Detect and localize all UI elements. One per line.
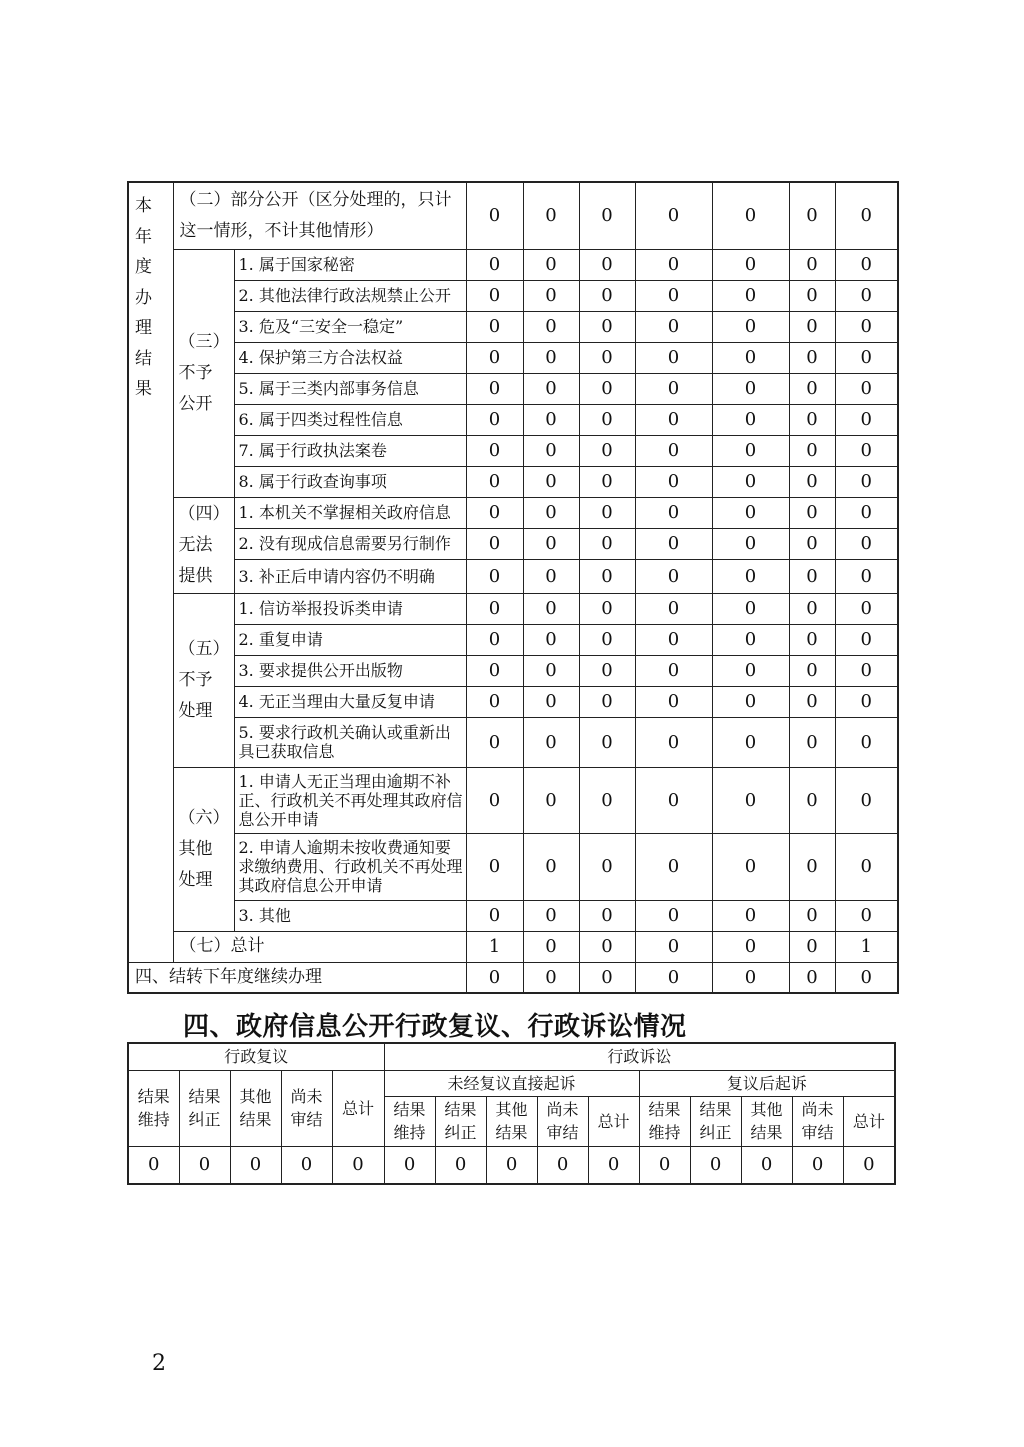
item-label: 2. 申请人逾期未按收费通知要求缴纳费用、行政机关不再处理其政府信息公开申请 — [234, 833, 466, 900]
item-label: 2. 没有现成信息需要另行制作 — [234, 528, 466, 559]
after-review-col-label: 结果 纠正 — [690, 1096, 741, 1146]
value-cell: 0 — [466, 528, 523, 559]
value-cell: 0 — [635, 655, 712, 686]
value-cell: 0 — [789, 435, 835, 466]
value-cell: 0 — [789, 717, 835, 767]
value-cell: 0 — [789, 767, 835, 833]
value-cell: 0 — [466, 404, 523, 435]
value-cell: 0 — [789, 497, 835, 528]
value-cell: 0 — [523, 249, 579, 280]
value-cell: 0 — [579, 182, 635, 249]
direct-suit-col-label: 结果 纠正 — [435, 1096, 486, 1146]
value-cell: 0 — [712, 249, 789, 280]
value-cell: 0 — [466, 497, 523, 528]
value-cell: 0 — [579, 404, 635, 435]
direct-suit-col-label: 其他 结果 — [486, 1096, 537, 1146]
value-cell: 0 — [835, 435, 898, 466]
value-cell: 0 — [712, 931, 789, 962]
value-cell: 0 — [579, 373, 635, 404]
value-cell: 0 — [712, 717, 789, 767]
value-cell: 0 — [712, 962, 789, 993]
value-cell: 0 — [579, 497, 635, 528]
item-label: 4. 无正当理由大量反复申请 — [234, 686, 466, 717]
category-label: （三） 不予 公开 — [173, 249, 234, 497]
value-cell: 0 — [466, 624, 523, 655]
value-cell: 0 — [635, 833, 712, 900]
value-cell: 0 — [712, 404, 789, 435]
value-cell: 0 — [466, 249, 523, 280]
value-cell: 0 — [523, 767, 579, 833]
value-cell: 0 — [712, 497, 789, 528]
value-cell: 0 — [835, 717, 898, 767]
partial-open-label-b: （区分处理的，只计这一情形，不计其他情形） — [179, 189, 452, 241]
value-cell: 0 — [712, 593, 789, 624]
value-cell: 0 — [281, 1146, 332, 1184]
partial-open-label-a: （二）部分公开 — [179, 189, 299, 210]
value-cell: 0 — [835, 593, 898, 624]
category-label: （五） 不予 处理 — [173, 593, 234, 767]
item-label: 1. 属于国家秘密 — [234, 249, 466, 280]
value-cell: 0 — [712, 373, 789, 404]
value-cell: 0 — [639, 1146, 690, 1184]
item-label: 5. 属于三类内部事务信息 — [234, 373, 466, 404]
after-review-header: 复议后起诉 — [639, 1070, 895, 1096]
value-cell: 0 — [835, 404, 898, 435]
item-label: 3. 要求提供公开出版物 — [234, 655, 466, 686]
value-cell: 0 — [466, 686, 523, 717]
value-cell: 1 — [835, 931, 898, 962]
value-cell: 0 — [712, 900, 789, 931]
direct-suit-header: 未经复议直接起诉 — [384, 1070, 639, 1096]
value-cell: 0 — [579, 717, 635, 767]
value-cell: 0 — [741, 1146, 792, 1184]
value-cell: 0 — [579, 280, 635, 311]
review-col-label: 尚未 审结 — [281, 1070, 332, 1146]
litigation-header: 行政诉讼 — [384, 1043, 895, 1070]
value-cell: 0 — [789, 931, 835, 962]
total-label: （七）总计 — [173, 931, 466, 962]
value-cell: 0 — [835, 767, 898, 833]
after-review-col-label: 结果 维持 — [639, 1096, 690, 1146]
value-cell: 0 — [579, 833, 635, 900]
value-cell: 0 — [523, 342, 579, 373]
value-cell: 0 — [835, 342, 898, 373]
value-cell: 0 — [579, 900, 635, 931]
value-cell: 0 — [789, 593, 835, 624]
value-cell: 0 — [712, 311, 789, 342]
value-cell: 0 — [835, 559, 898, 593]
value-cell: 0 — [712, 435, 789, 466]
value-cell: 0 — [466, 962, 523, 993]
value-cell: 0 — [635, 182, 712, 249]
value-cell: 0 — [789, 528, 835, 559]
value-cell: 0 — [466, 593, 523, 624]
value-cell: 0 — [635, 404, 712, 435]
value-cell: 0 — [789, 686, 835, 717]
value-cell: 0 — [179, 1146, 230, 1184]
page-number: 2 — [152, 1351, 166, 1376]
value-cell: 0 — [635, 528, 712, 559]
value-cell: 0 — [486, 1146, 537, 1184]
item-label: 1. 信访举报投诉类申请 — [234, 593, 466, 624]
outer-category-label: 本 年 度 办 理 结 果 — [128, 182, 173, 962]
value-cell: 0 — [789, 249, 835, 280]
value-cell: 0 — [579, 593, 635, 624]
value-cell: 0 — [792, 1146, 843, 1184]
value-cell: 0 — [635, 624, 712, 655]
item-label: 5. 要求行政机关确认或重新出具已获取信息 — [234, 717, 466, 767]
value-cell: 0 — [789, 559, 835, 593]
partial-open-label — [173, 182, 466, 249]
value-cell: 0 — [588, 1146, 639, 1184]
value-cell: 0 — [523, 624, 579, 655]
value-cell: 0 — [579, 931, 635, 962]
value-cell: 0 — [789, 342, 835, 373]
value-cell: 1 — [466, 931, 523, 962]
value-cell: 0 — [635, 373, 712, 404]
value-cell: 0 — [466, 717, 523, 767]
value-cell: 0 — [789, 900, 835, 931]
after-review-col-label: 尚未 审结 — [792, 1096, 843, 1146]
value-cell: 0 — [789, 655, 835, 686]
value-cell: 0 — [789, 466, 835, 497]
value-cell: 0 — [466, 373, 523, 404]
value-cell: 0 — [523, 528, 579, 559]
value-cell: 0 — [523, 559, 579, 593]
value-cell: 0 — [466, 182, 523, 249]
value-cell: 0 — [579, 624, 635, 655]
item-label: 6. 属于四类过程性信息 — [234, 404, 466, 435]
value-cell: 0 — [635, 466, 712, 497]
value-cell: 0 — [579, 342, 635, 373]
value-cell: 0 — [835, 182, 898, 249]
value-cell: 0 — [635, 311, 712, 342]
value-cell: 0 — [712, 280, 789, 311]
value-cell: 0 — [523, 404, 579, 435]
value-cell: 0 — [579, 311, 635, 342]
value-cell: 0 — [835, 528, 898, 559]
value-cell: 0 — [635, 593, 712, 624]
value-cell: 0 — [523, 686, 579, 717]
value-cell: 0 — [635, 931, 712, 962]
review-col-label: 结果 维持 — [128, 1070, 179, 1146]
value-cell: 0 — [579, 249, 635, 280]
value-cell: 0 — [128, 1146, 179, 1184]
carryover-label: 四、结转下年度继续办理 — [128, 962, 466, 993]
value-cell: 0 — [835, 311, 898, 342]
value-cell: 0 — [835, 655, 898, 686]
value-cell: 0 — [523, 833, 579, 900]
value-cell: 0 — [523, 182, 579, 249]
value-cell: 0 — [789, 373, 835, 404]
value-cell: 0 — [523, 717, 579, 767]
value-cell: 0 — [579, 962, 635, 993]
item-label: 7. 属于行政执法案卷 — [234, 435, 466, 466]
value-cell: 0 — [466, 311, 523, 342]
results-table — [127, 181, 899, 994]
value-cell: 0 — [635, 280, 712, 311]
value-cell: 0 — [843, 1146, 895, 1184]
value-cell: 0 — [523, 280, 579, 311]
value-cell: 0 — [466, 435, 523, 466]
value-cell: 0 — [230, 1146, 281, 1184]
value-cell: 0 — [789, 182, 835, 249]
direct-suit-col-label: 结果 维持 — [384, 1096, 435, 1146]
value-cell: 0 — [712, 342, 789, 373]
value-cell: 0 — [635, 435, 712, 466]
value-cell: 0 — [466, 342, 523, 373]
value-cell: 0 — [635, 559, 712, 593]
value-cell: 0 — [635, 900, 712, 931]
value-cell: 0 — [835, 962, 898, 993]
value-cell: 0 — [523, 435, 579, 466]
value-cell: 0 — [712, 767, 789, 833]
review-litigation-table — [127, 1042, 896, 1185]
value-cell: 0 — [579, 528, 635, 559]
value-cell: 0 — [789, 624, 835, 655]
value-cell: 0 — [835, 497, 898, 528]
value-cell: 0 — [635, 767, 712, 833]
value-cell: 0 — [523, 373, 579, 404]
value-cell: 0 — [332, 1146, 384, 1184]
value-cell: 0 — [835, 466, 898, 497]
value-cell: 0 — [635, 342, 712, 373]
value-cell: 0 — [635, 497, 712, 528]
value-cell: 0 — [579, 655, 635, 686]
review-col-label: 其他 结果 — [230, 1070, 281, 1146]
value-cell: 0 — [579, 767, 635, 833]
value-cell: 0 — [789, 404, 835, 435]
item-label: 3. 危及“三安全一稳定” — [234, 311, 466, 342]
item-label: 2. 其他法律行政法规禁止公开 — [234, 280, 466, 311]
value-cell: 0 — [466, 833, 523, 900]
category-label: （四） 无法 提供 — [173, 497, 234, 593]
item-label: 4. 保护第三方合法权益 — [234, 342, 466, 373]
value-cell: 0 — [523, 900, 579, 931]
value-cell: 0 — [835, 900, 898, 931]
value-cell: 0 — [835, 249, 898, 280]
value-cell: 0 — [712, 833, 789, 900]
value-cell: 0 — [635, 717, 712, 767]
value-cell: 0 — [635, 686, 712, 717]
value-cell: 0 — [466, 655, 523, 686]
value-cell: 0 — [789, 962, 835, 993]
value-cell: 0 — [523, 655, 579, 686]
value-cell: 0 — [712, 528, 789, 559]
value-cell: 0 — [789, 280, 835, 311]
review-header: 行政复议 — [128, 1043, 384, 1070]
value-cell: 0 — [690, 1146, 741, 1184]
value-cell: 0 — [579, 435, 635, 466]
value-cell: 0 — [523, 311, 579, 342]
item-label: 1. 申请人无正当理由逾期不补正、行政机关不再处理其政府信息公开申请 — [234, 767, 466, 833]
value-cell: 0 — [523, 466, 579, 497]
value-cell: 0 — [579, 466, 635, 497]
value-cell: 0 — [835, 833, 898, 900]
value-cell: 0 — [712, 182, 789, 249]
direct-suit-col-label: 总计 — [588, 1096, 639, 1146]
value-cell: 0 — [579, 559, 635, 593]
item-label: 2. 重复申请 — [234, 624, 466, 655]
value-cell: 0 — [712, 466, 789, 497]
value-cell: 0 — [579, 686, 635, 717]
value-cell: 0 — [835, 280, 898, 311]
direct-suit-col-label: 尚未 审结 — [537, 1096, 588, 1146]
item-label: 3. 其他 — [234, 900, 466, 931]
value-cell: 0 — [712, 559, 789, 593]
value-cell: 0 — [466, 559, 523, 593]
value-cell: 0 — [835, 373, 898, 404]
value-cell: 0 — [712, 624, 789, 655]
value-cell: 0 — [466, 767, 523, 833]
category-label: （六） 其他 处理 — [173, 767, 234, 931]
value-cell: 0 — [523, 931, 579, 962]
value-cell: 0 — [466, 466, 523, 497]
section4-title: 四、政府信息公开行政复议、行政诉讼情况 — [183, 1012, 687, 1042]
value-cell: 0 — [635, 249, 712, 280]
value-cell: 0 — [835, 686, 898, 717]
item-label: 8. 属于行政查询事项 — [234, 466, 466, 497]
review-col-label: 结果 纠正 — [179, 1070, 230, 1146]
item-label: 1. 本机关不掌握相关政府信息 — [234, 497, 466, 528]
item-label: 3. 补正后申请内容仍不明确 — [234, 559, 466, 593]
value-cell: 0 — [466, 280, 523, 311]
after-review-col-label: 总计 — [843, 1096, 895, 1146]
value-cell: 0 — [789, 311, 835, 342]
value-cell: 0 — [835, 624, 898, 655]
value-cell: 0 — [523, 497, 579, 528]
value-cell: 0 — [712, 655, 789, 686]
value-cell: 0 — [635, 962, 712, 993]
value-cell: 0 — [523, 962, 579, 993]
value-cell: 0 — [537, 1146, 588, 1184]
value-cell: 0 — [384, 1146, 435, 1184]
value-cell: 0 — [712, 686, 789, 717]
value-cell: 0 — [523, 593, 579, 624]
after-review-col-label: 其他 结果 — [741, 1096, 792, 1146]
value-cell: 0 — [789, 833, 835, 900]
review-col-label: 总计 — [332, 1070, 384, 1146]
value-cell: 0 — [435, 1146, 486, 1184]
value-cell: 0 — [466, 900, 523, 931]
